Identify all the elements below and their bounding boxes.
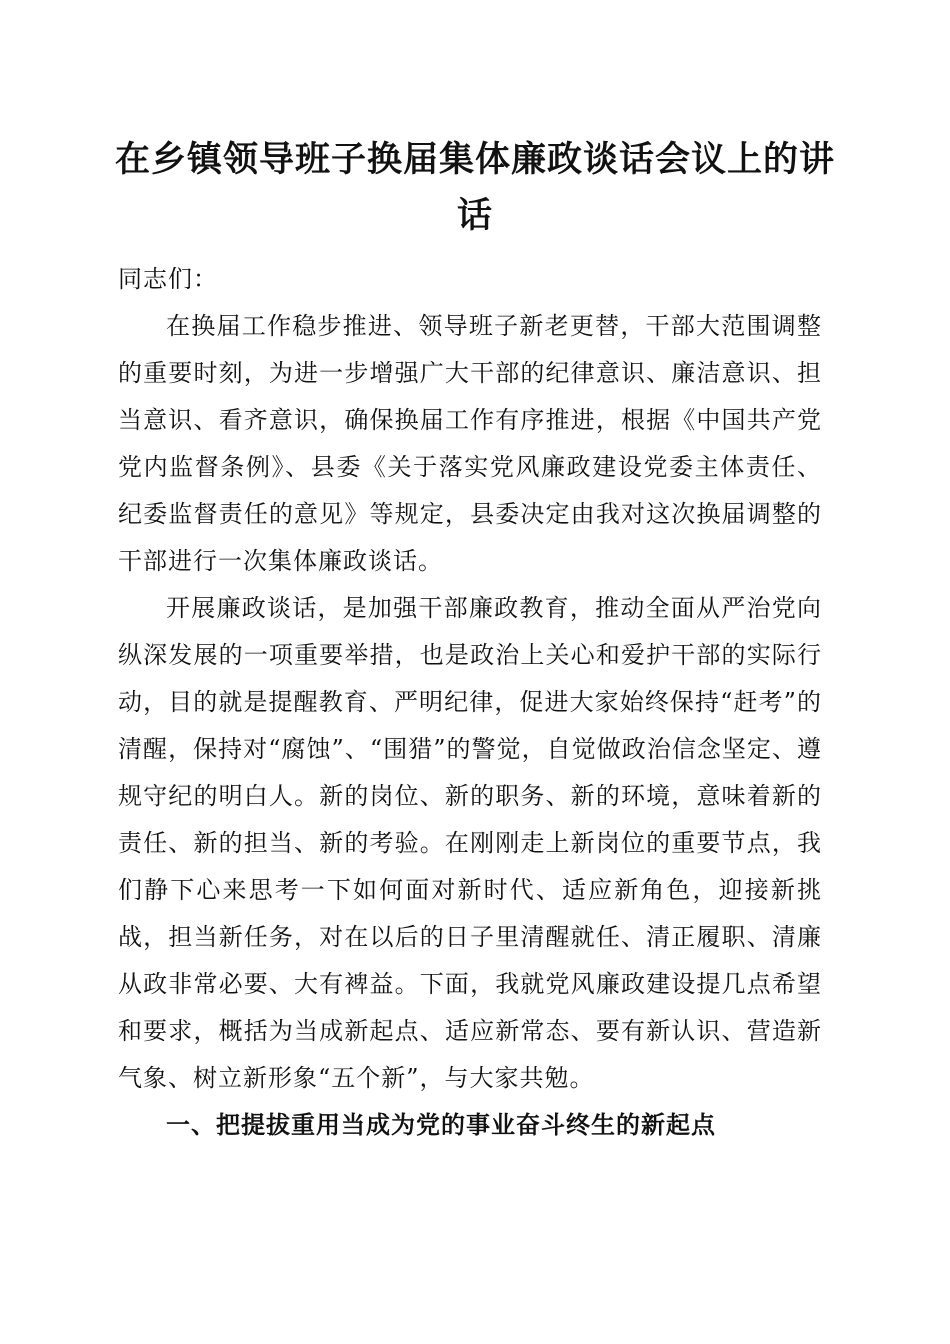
document-body <box>118 256 822 1149</box>
salutation: 同志们： <box>118 265 218 293</box>
paragraph-purpose: 开展廉政谈话，是加强干部廉政教育，推动全面从严治党向纵深发展的一项重要举措，也是政治上关心和爱护干部的实际行动，目的就是提醒教育、严明纪律，促进大家始终保持“赶考”的清醒，保持对“腐蚀”、“围猎”的警觉，自觉做政治信念坚定、遵规守纪的明白人。新的岗位、新的职务、新的环境，意味着新的责任、新的担当、新的考验。在刚刚走上新岗位的重要节点，我们静下心来思考一下如何面对新时代、适应新角色，迎接新挑战，担当新任务，对在以后的日子里清醒就任、清正履职、清廉从政非常必要、大有裨益。下面，我就党风廉政建设提几点希望和要求，概括为当成新起点、适应新常态、要有新认识、营造新气象、树立新形象“五个新”，与大家共勉。 <box>118 594 822 1092</box>
paragraph-intro: 在换届工作稳步推进、领导班子新老更替，干部大范围调整的重要时刻，为进一步增强广大干部的纪律意识、廉洁意识、担当意识、看齐意识，确保换届工作有序推进，根据《中国共产党党内监督条例》、县委《关于落实党风廉政建设党委主体责任、纪委监督责任的意见》等规定，县委决定由我对这次换届调整的干部进行一次集体廉政谈话。 <box>118 312 822 575</box>
document-title: 在乡镇领导班子换届集体廉政谈话会议上的讲话 <box>114 139 835 236</box>
section-heading-1: 一、把提拔重用当成为党的事业奋斗终生的新起点 <box>166 1111 716 1139</box>
